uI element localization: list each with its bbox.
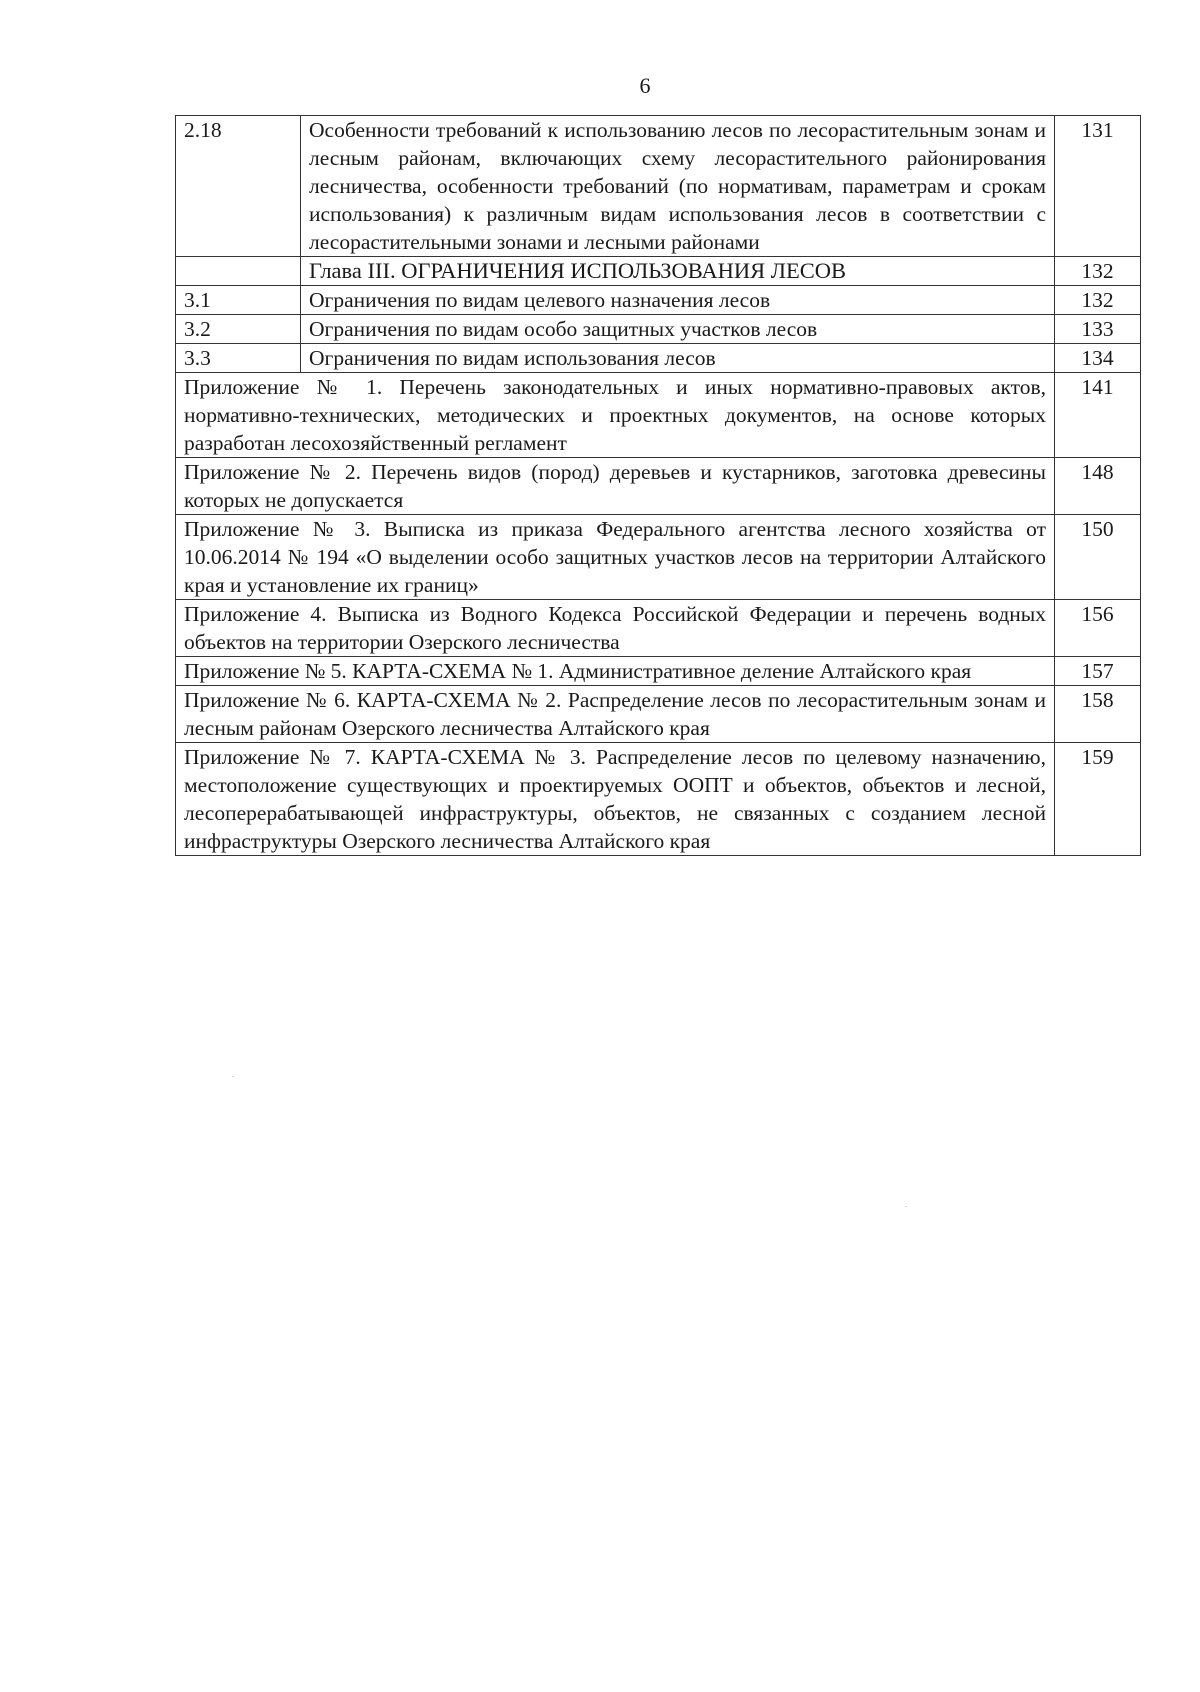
scan-artifact bbox=[905, 1206, 907, 1207]
toc-row-3-3 bbox=[176, 344, 1141, 373]
toc-page-number: 132 bbox=[1055, 257, 1141, 286]
toc-row-appendix-4 bbox=[176, 600, 1141, 657]
toc-page-number: 159 bbox=[1055, 743, 1141, 856]
toc-page-number: 133 bbox=[1055, 315, 1141, 344]
toc-section-title: Ограничения по видам особо защитных участков лесов bbox=[301, 315, 1055, 344]
toc-appendix-title: Приложение № 1. Перечень законодательных и иных нормативно-правовых актов, нормативно-технических, методических и проектных документов, на основе которых разработан лесохозяйственный регламент bbox=[176, 373, 1055, 458]
toc-row-appendix-2 bbox=[176, 458, 1141, 515]
toc-section-title: Ограничения по видам целевого назначения лесов bbox=[301, 286, 1055, 315]
toc-page-number: 134 bbox=[1055, 344, 1141, 373]
toc-page-number: 148 bbox=[1055, 458, 1141, 515]
toc-section-number: 2.18 bbox=[176, 116, 301, 257]
toc-row-chapter-3 bbox=[176, 257, 1141, 286]
toc-section-number: 3.3 bbox=[176, 344, 301, 373]
toc-section-number bbox=[176, 257, 301, 286]
toc-row-appendix-3 bbox=[176, 515, 1141, 600]
toc-appendix-title: Приложение № 6. КАРТА-СХЕМА № 2. Распределение лесов по лесорастительным зонам и лесным районам Озерского лесничества Алтайского края bbox=[176, 686, 1055, 743]
toc-row-appendix-6 bbox=[176, 686, 1141, 743]
toc-appendix-title: Приложение № 2. Перечень видов (пород) деревьев и кустарников, заготовка древесины которых не допускается bbox=[176, 458, 1055, 515]
toc-section-title: Особенности требований к использованию лесов по лесорастительным зонам и лесным районам, включающих схему лесорастительного районирования лесничества, особенности требований (по нормативам, параметрам и срокам использования) к различным видам использования лесов в соответствии с лесорастительными зонами и лесными районами bbox=[301, 116, 1055, 257]
toc-appendix-title: Приложение 4. Выписка из Водного Кодекса Российской Федерации и перечень водных объектов на территории Озерского лесничества bbox=[176, 600, 1055, 657]
toc-page-number: 150 bbox=[1055, 515, 1141, 600]
toc-appendix-title: Приложение № 5. КАРТА-СХЕМА № 1. Административное деление Алтайского края bbox=[176, 657, 1055, 686]
toc-appendix-title: Приложение № 3. Выписка из приказа Федерального агентства лесного хозяйства от 10.06.2014 № 194 «О выделении особо защитных участков лесов на территории Алтайского края и установление их границ» bbox=[176, 515, 1055, 600]
toc-section-number: 3.1 bbox=[176, 286, 301, 315]
toc-row-2-18 bbox=[176, 116, 1141, 257]
toc-page-number: 158 bbox=[1055, 686, 1141, 743]
toc-chapter-title: Глава III. ОГРАНИЧЕНИЯ ИСПОЛЬЗОВАНИЯ ЛЕСОВ bbox=[301, 257, 1055, 286]
page-number: 6 bbox=[639, 73, 651, 98]
toc-row-3-1 bbox=[176, 286, 1141, 315]
scan-artifact bbox=[232, 1076, 234, 1077]
toc-page-number: 157 bbox=[1055, 657, 1141, 686]
toc-page-number: 156 bbox=[1055, 600, 1141, 657]
toc-row-3-2 bbox=[176, 315, 1141, 344]
table-of-contents bbox=[175, 115, 1141, 856]
toc-page-number: 131 bbox=[1055, 116, 1141, 257]
toc-row-appendix-7 bbox=[176, 743, 1141, 856]
toc-row-appendix-1 bbox=[176, 373, 1141, 458]
toc-page-number: 141 bbox=[1055, 373, 1141, 458]
toc-section-title: Ограничения по видам использования лесов bbox=[301, 344, 1055, 373]
toc-appendix-title: Приложение № 7. КАРТА-СХЕМА № 3. Распределение лесов по целевому назначению, местоположение существующих и проектируемых ООПТ и объектов, объектов и лесной, лесоперерабатывающей инфраструктуры, объектов, не связанных с созданием лесной инфраструктуры Озерского лесничества Алтайского края bbox=[176, 743, 1055, 856]
toc-section-number: 3.2 bbox=[176, 315, 301, 344]
toc-row-appendix-5 bbox=[176, 657, 1141, 686]
toc-page-number: 132 bbox=[1055, 286, 1141, 315]
